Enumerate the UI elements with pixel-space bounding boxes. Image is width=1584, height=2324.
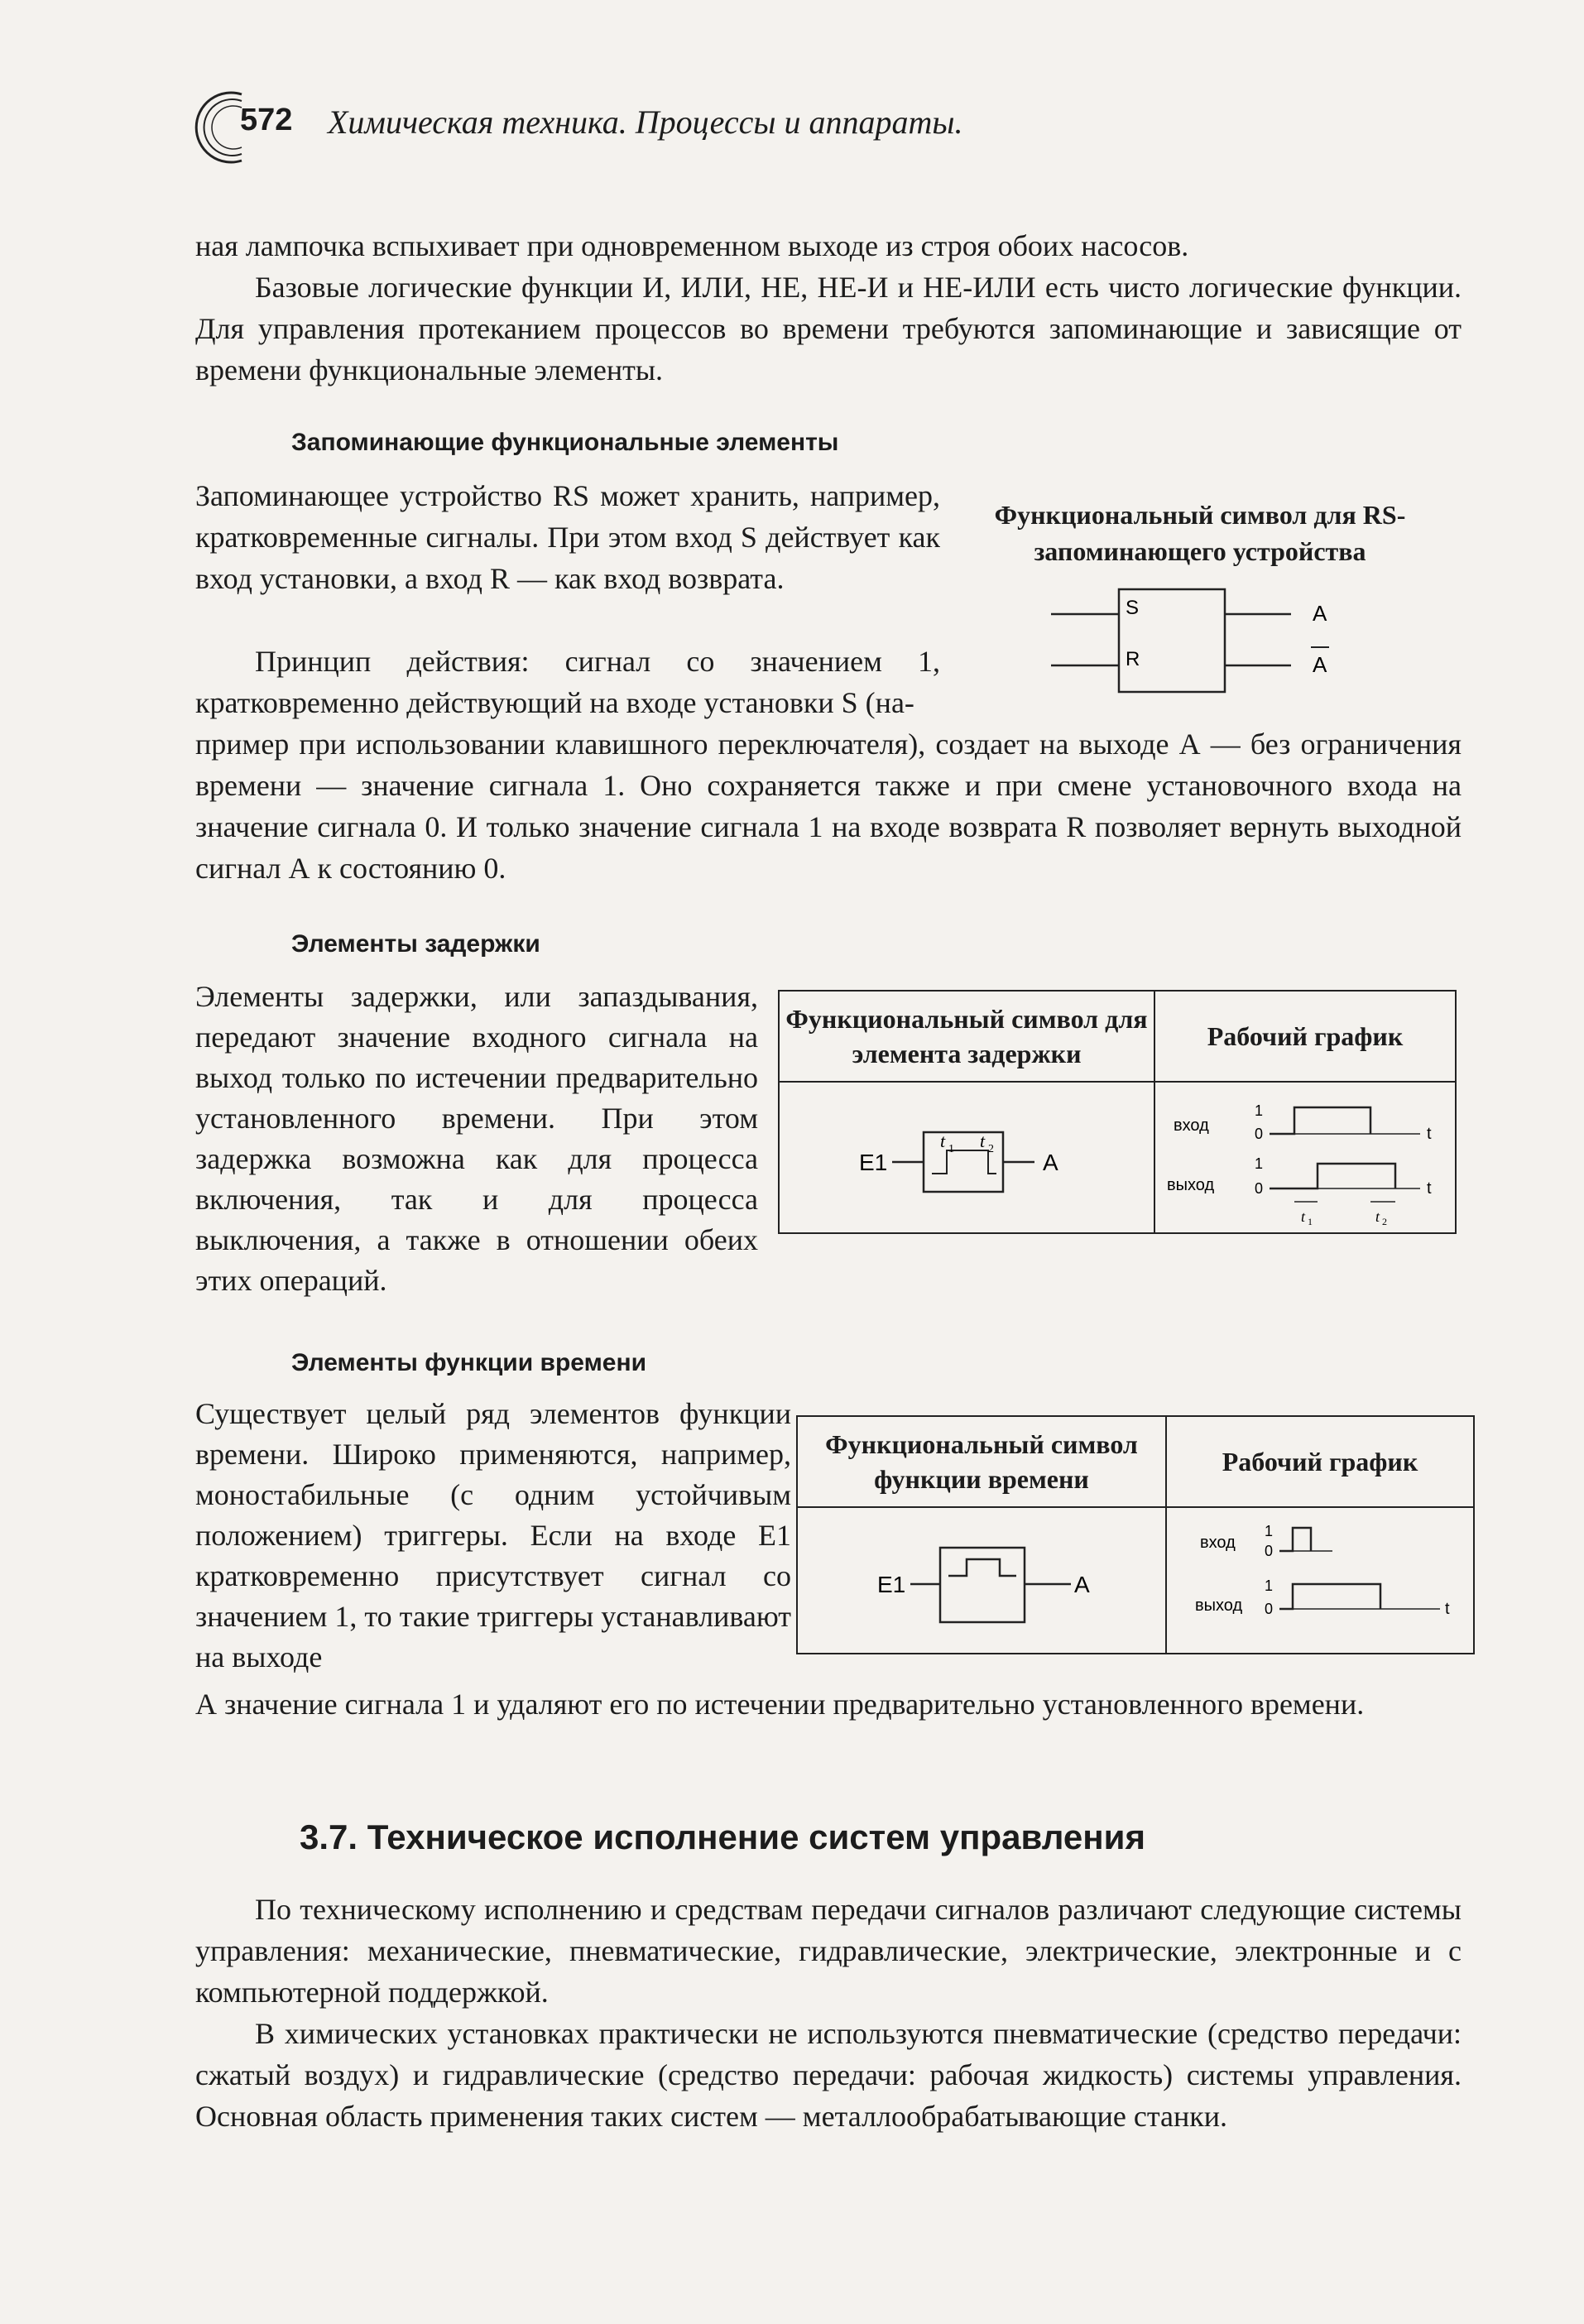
timefn-table bbox=[796, 1415, 1475, 1654]
timefn-timing-graph bbox=[1167, 1508, 1473, 1649]
page-number: 572 bbox=[240, 103, 293, 137]
delay-graph-output-label: выход bbox=[1167, 1176, 1215, 1194]
svg-text:0: 0 bbox=[1265, 1543, 1274, 1559]
svg-text:t: t bbox=[1445, 1600, 1450, 1618]
delay-t2: t bbox=[980, 1131, 986, 1151]
memory-heading: Запоминающие функциональные элементы bbox=[291, 429, 839, 456]
delay-input-label: E1 bbox=[859, 1150, 888, 1175]
section-title: 3.7. Техническое исполнение систем управления bbox=[300, 1817, 1145, 1856]
svg-text:0: 0 bbox=[1265, 1601, 1274, 1617]
timefn-heading: Элементы функции времени bbox=[291, 1349, 647, 1376]
svg-text:2: 2 bbox=[1382, 1216, 1387, 1227]
timefn-graph-input-label: вход bbox=[1200, 1534, 1236, 1552]
delay-paragraph: Элементы задержки, или запаздывания, передают значение входного сигнала на выход только по истечении предварительно установленного времени. При этом задержка возможна как для процесса включения, так и для процесса выключения, а также в отношении обеих этих операций. bbox=[195, 980, 758, 1297]
timefn-paragraph-narrow: Существует целый ряд элементов функции времени. Широко применяются, например, моностабильные (с одним устойчивым положением) триггеры. Если на входе E1 кратковременно присутствует сигнал со значением 1, то такие триггеры устанавливают на выходе bbox=[195, 1397, 791, 1673]
timefn-symbol-cell bbox=[797, 1507, 1166, 1654]
svg-text:1: 1 bbox=[1265, 1523, 1274, 1539]
svg-text:0: 0 bbox=[1255, 1126, 1264, 1142]
delay-symbol bbox=[780, 1083, 1152, 1228]
intro-line: ная лампочка вспыхивает при одновременном выходе из строя обоих насосов. bbox=[195, 229, 1189, 262]
memory-paragraph-1: Запоминающее устройство RS может хранить, например, кратковременные сигналы. При этом вход S действует как вход установки, а вход R — как вход возврата. bbox=[195, 479, 940, 595]
rs-input-r: R bbox=[1126, 648, 1140, 670]
svg-text:1: 1 bbox=[1265, 1577, 1274, 1594]
intro-paragraph: Базовые логические функции И, ИЛИ, НЕ, НЕ-И и НЕ-ИЛИ есть чисто логические функции. Для управления протеканием процессов во времени требуются запоминающие и зависящие от времени функциональные элементы. bbox=[195, 271, 1462, 387]
delay-col-graph-header: Рабочий график bbox=[1154, 991, 1456, 1082]
delay-t1: t bbox=[940, 1131, 946, 1151]
timefn-graph-output-label: выход bbox=[1195, 1597, 1243, 1615]
rs-output-a: A bbox=[1313, 601, 1327, 626]
delay-t2-sub: 2 bbox=[988, 1143, 994, 1155]
section-paragraph-2: В химических установках практически не используются пневматические (средство передачи: сжатый воздух) и гидравлические (средство передачи: рабочая жидкость) системы управления. Основная область применения таких систем — металлообрабатывающие станки. bbox=[195, 2017, 1462, 2133]
svg-text:t: t bbox=[1427, 1125, 1432, 1143]
delay-output-label: A bbox=[1043, 1150, 1058, 1175]
timefn-col-symbol-header: Функциональный символ функции времени bbox=[797, 1416, 1166, 1507]
timefn-col-graph-header: Рабочий график bbox=[1166, 1416, 1474, 1507]
delay-t1-sub: 1 bbox=[948, 1143, 954, 1155]
running-title: Химическая техника. Процессы и аппараты. bbox=[328, 103, 963, 141]
svg-text:t: t bbox=[1375, 1208, 1380, 1225]
timefn-output-label: A bbox=[1074, 1572, 1090, 1597]
rs-figure-title: Функциональный символ для RS-запоминающего устройства bbox=[994, 500, 1406, 566]
delay-timing-graph bbox=[1155, 1083, 1453, 1228]
svg-text:t: t bbox=[1301, 1208, 1306, 1225]
timefn-symbol bbox=[798, 1508, 1165, 1649]
svg-text:0: 0 bbox=[1255, 1180, 1264, 1197]
rs-input-s: S bbox=[1126, 597, 1140, 619]
svg-text:1: 1 bbox=[1255, 1155, 1264, 1172]
memory-paragraph-2a: Принцип действия: сигнал со значением 1, кратковременно действующий на входе установки S (на- bbox=[195, 645, 940, 719]
delay-graph-input-label: вход bbox=[1174, 1116, 1209, 1135]
svg-text:t: t bbox=[1427, 1179, 1432, 1198]
timefn-input-label: E1 bbox=[877, 1572, 906, 1597]
section-paragraph-1: По техническому исполнению и средствам передачи сигналов различают следующие системы управления: механические, пневматические, гидравлические, электрические, электронные и с компьютерной поддержкой. bbox=[195, 1893, 1462, 2009]
delay-col-symbol-header: Функциональный символ для элемента задержки bbox=[779, 991, 1154, 1082]
timefn-paragraph-full: А значение сигнала 1 и удаляют его по истечении предварительно установленного времени. bbox=[195, 1688, 1365, 1721]
rs-latch-symbol bbox=[1051, 579, 1349, 703]
svg-text:1: 1 bbox=[1308, 1216, 1313, 1227]
delay-graph-cell bbox=[1154, 1082, 1456, 1233]
memory-paragraph-2b: пример при использовании клавишного переключателя), создает на выходе А — без ограничения времени — значение сигнала 1. Оно сохраняется также и при смене установочного входа на значение сигнала 0. И только значение сигнала 1 на входе возврата R позволяет вернуть выходной сигнал А к состоянию 0. bbox=[195, 727, 1462, 885]
delay-table bbox=[778, 990, 1457, 1234]
rs-output-not-a: A bbox=[1313, 652, 1327, 677]
svg-text:1: 1 bbox=[1255, 1102, 1264, 1119]
delay-heading: Элементы задержки bbox=[291, 930, 540, 958]
timefn-graph-cell bbox=[1166, 1507, 1474, 1654]
delay-symbol-cell bbox=[779, 1082, 1154, 1233]
